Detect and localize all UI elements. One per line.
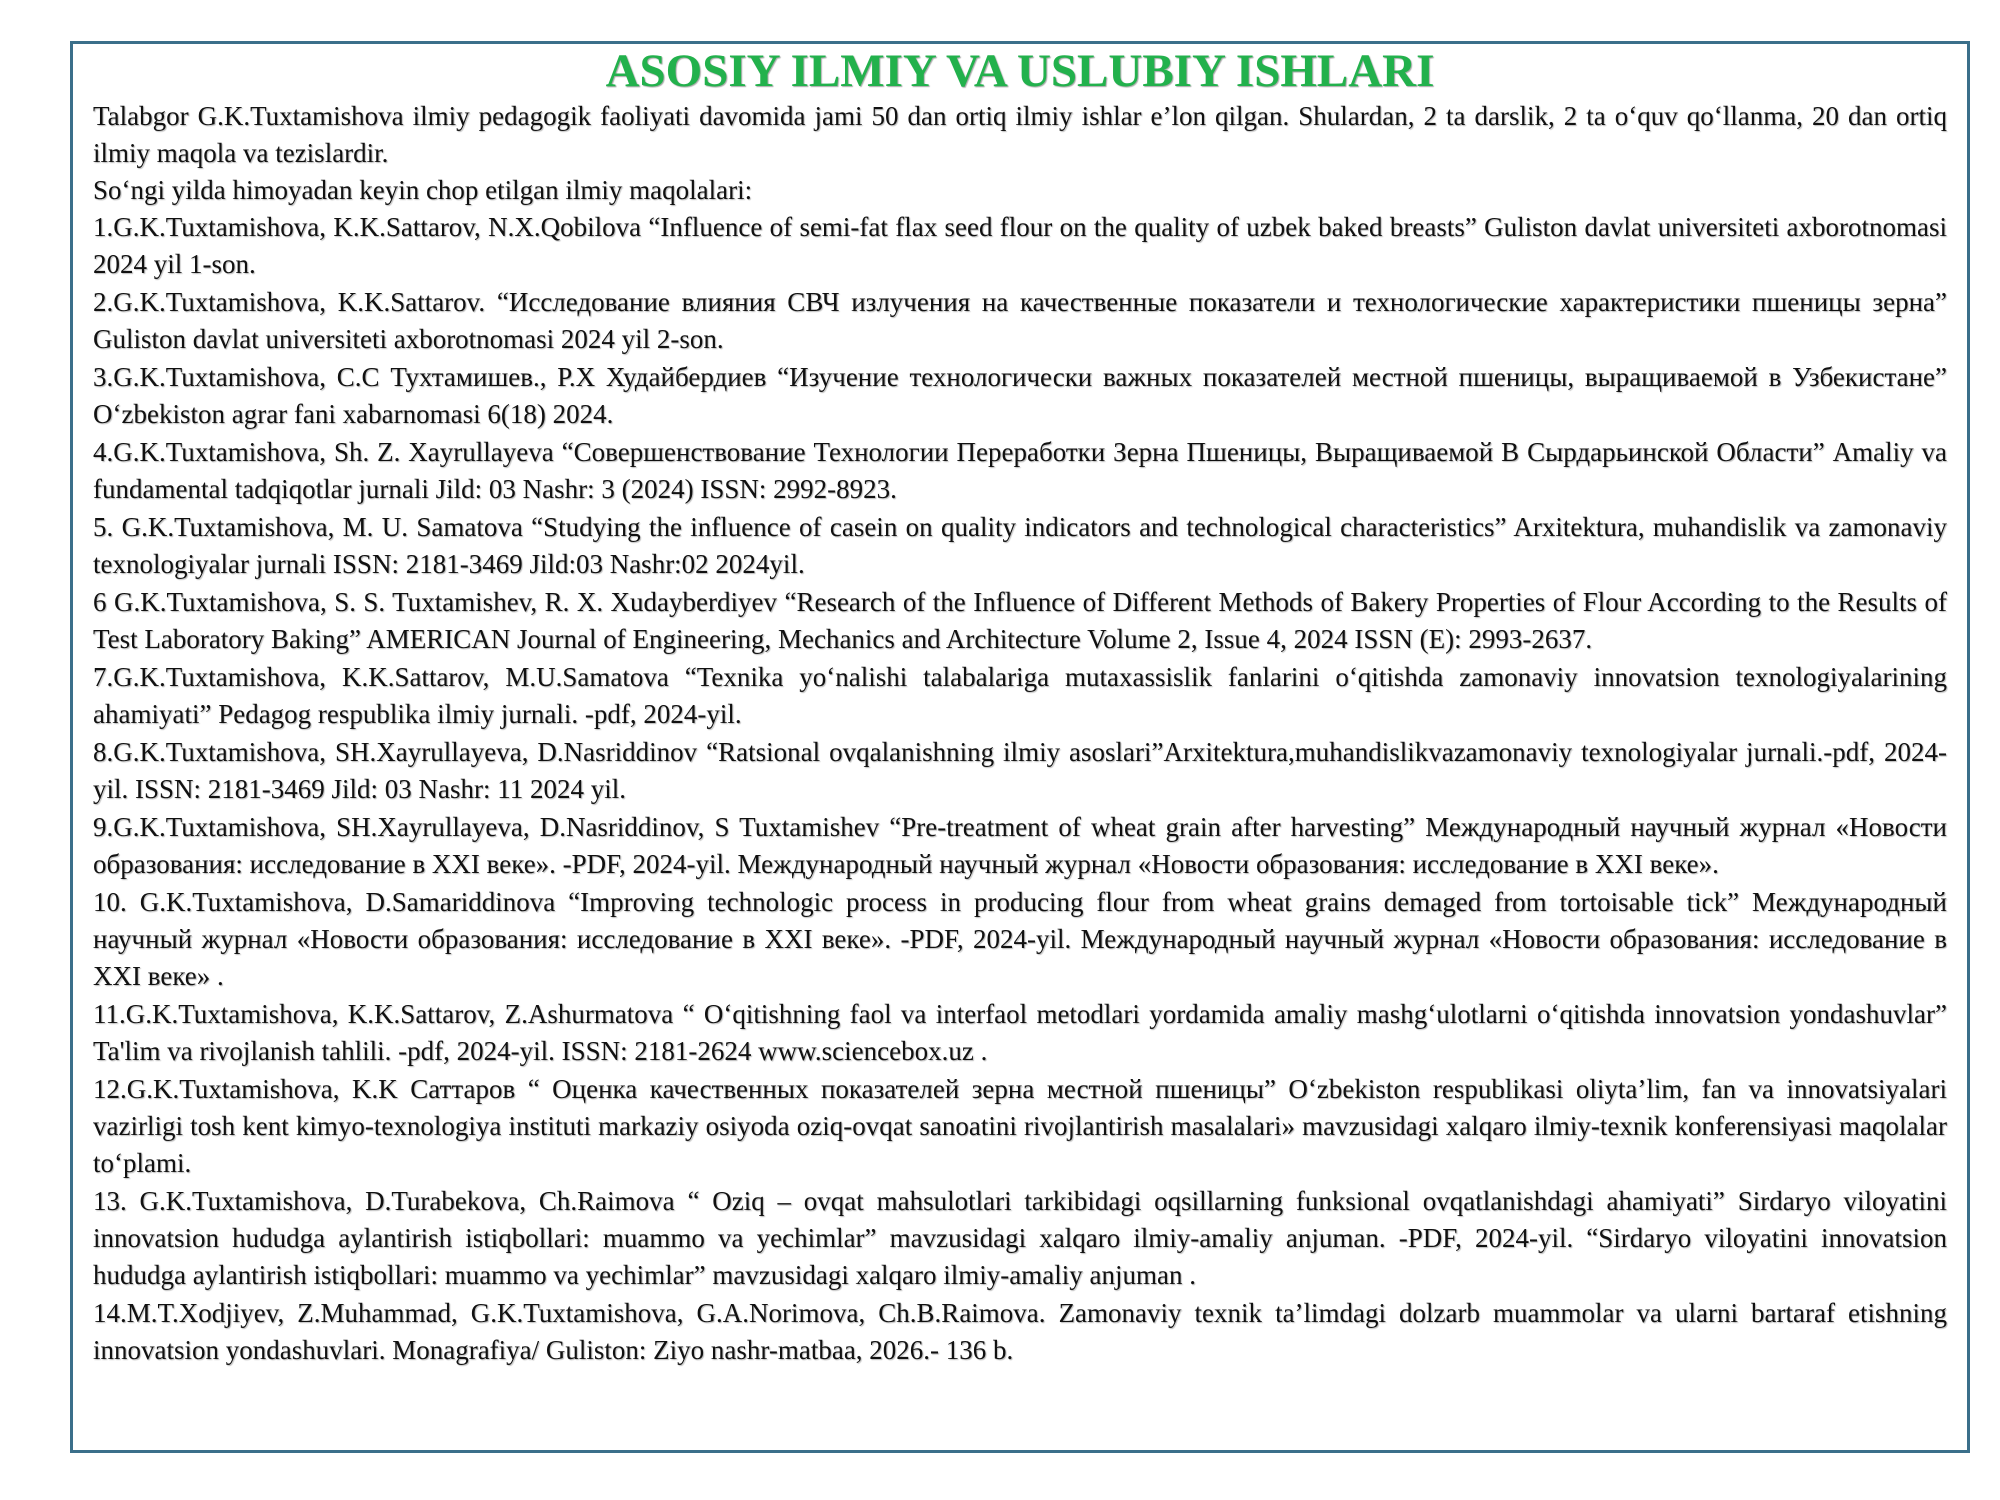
publication-entry-10: 10. G.K.Tuxtamishova, D.Samariddinova “Improving technologic process in producing flour from wheat grains demaged from tortoisable tick” Международный научный журнал «Новости образования: исследование в XXI веке». -PDF, 2024-yil. Международный научный журнал «Новости образования: исследование в XXI веке» .	[93, 887, 1947, 991]
publication-entry-1: 1.G.K.Tuxtamishova, K.K.Sattarov, N.X.Qobilova “Influence of semi-fat flax seed flour on the quality of uzbek baked breasts” Guliston davlat universiteti axborotnomasi 2024 yil 1-son.	[93, 212, 1947, 279]
document-frame	[70, 41, 1970, 1453]
publication-entry-5: 5. G.K.Tuxtamishova, M. U. Samatova “Studying the influence of casein on quality indicators and technological characteristics” Arxitektura, muhandislik va zamonaviy texnologiyalar jurnali ISSN: 2181-3469 Jild:03 Nashr:02 2024yil.	[93, 512, 1947, 579]
publication-entry-7: 7.G.K.Tuxtamishova, K.K.Sattarov, M.U.Samatova “Texnika yo‘nalishi talabalariga mutaxassislik fanlarini o‘qitishda zamonaviy innovatsion texnologiyalarining ahamiyati” Pedagog respublika ilmiy jurnali. -pdf, 2024-yil.	[93, 662, 1947, 729]
publication-entry-6: 6 G.K.Tuxtamishova, S. S. Tuxtamishev, R. X. Xudayberdiyev “Research of the Influence of Different Methods of Bakery Properties of Flour According to the Results of Test Laboratory Baking” AMERICAN Journal of Engineering, Mechanics and Architecture Volume 2, Issue 4, 2024 ISSN (E): 2993-2637.	[93, 587, 1947, 654]
publication-entry-2: 2.G.K.Tuxtamishova, K.K.Sattarov. “Исследование влияния СВЧ излучения на качественные показатели и технологические характеристики пшеницы зерна” Guliston davlat universiteti axborotnomasi 2024 yil 2-son.	[93, 287, 1947, 354]
publications-subheading: So‘ngi yilda himoyadan keyin chop etilgan ilmiy maqolalari:	[93, 175, 753, 205]
publication-entry-14: 14.M.T.Xodjiyev, Z.Muhammad, G.K.Tuxtamishova, G.A.Norimova, Ch.B.Raimova. Zamonaviy texnik ta’limdagi dolzarb muammolar va ularni bartaraf etishning innovatsion yondashuvlari. Monagrafiya/ Guliston: Ziyo nashr-matbaa, 2026.- 136 b.	[93, 1298, 1947, 1365]
document-body	[93, 98, 1947, 1370]
publication-entry-11: 11.G.K.Tuxtamishova, K.K.Sattarov, Z.Ashurmatova “ O‘qitishning faol va interfaol metodlari yordamida amaliy mashg‘ulotlarni o‘qitishda innovatsion yondashuvlar” Ta'lim va rivojlanish tahlili. -pdf, 2024-yil. ISSN: 2181-2624 www.sciencebox.uz .	[93, 999, 1947, 1066]
publication-entry-9: 9.G.K.Tuxtamishova, SH.Xayrullayeva, D.Nasriddinov, S Tuxtamishev “Pre-treatment of wheat grain after harvesting” Международный научный журнал «Новости образования: исследование в XXI веке». -PDF, 2024-yil. Международный научный журнал «Новости образования: исследование в XXI веке».	[93, 812, 1947, 879]
publication-entry-4: 4.G.K.Tuxtamishova, Sh. Z. Xayrullayeva “Совершенствование Технологии Переработки Зерна Пшеницы, Выращиваемой В Сырдарьинской Области” Amaliy va fundamental tadqiqotlar jurnali Jild: 03 Nashr: 3 (2024) ISSN: 2992-8923.	[93, 437, 1947, 504]
publication-entry-8: 8.G.K.Tuxtamishova, SH.Xayrullayeva, D.Nasriddinov “Ratsional ovqalanishning ilmiy asoslari”Arxitektura,muhandislikvazamonaviy texnologiyalar jurnali.-pdf, 2024-yil. ISSN: 2181-3469 Jild: 03 Nashr: 11 2024 yil.	[93, 737, 1947, 804]
intro-paragraph: Talabgor G.K.Tuxtamishova ilmiy pedagogik faoliyati davomida jami 50 dan ortiq ilmiy ishlar e’lon qilgan. Shulardan, 2 ta darslik, 2 ta o‘quv qo‘llanma, 20 dan ortiq ilmiy maqola va tezislardir.	[93, 101, 1947, 168]
publication-entry-3: 3.G.K.Tuxtamishova, С.С Тухтамишев., Р.Х Худайбердиев “Изучение технологически важных показателей местной пшеницы, выращиваемой в Узбекистане” O‘zbekiston agrar fani xabarnomasi 6(18) 2024.	[93, 362, 1947, 429]
publication-entry-13: 13. G.K.Tuxtamishova, D.Turabekova, Ch.Raimova “ Oziq – ovqat mahsulotlari tarkibidagi oqsillarning funksional ovqatlanishdagi ahamiyati” Sirdaryo viloyatini innovatsion hududga aylantirish istiqbollari: muammo va yechimlar” mavzusidagi xalqaro ilmiy-amaliy anjuman. -PDF, 2024-yil. “Sirdaryo viloyatini innovatsion hududga aylantirish istiqbollari: muammo va yechimlar” mavzusidagi xalqaro ilmiy-amaliy anjuman .	[93, 1186, 1947, 1290]
publication-entry-12: 12.G.K.Tuxtamishova, K.K Саттаров “ Оценка качественных показателей зерна местной пшеницы” O‘zbekiston respublikasi oliyta’lim, fan va innovatsiyalari vazirligi tosh kent kimyo-texnologiya instituti markaziy osiyoda oziq-ovqat sanoatini rivojlantirish masalalari» mavzusidagi xalqaro ilmiy-texnik konferensiyasi maqolalar to‘plami.	[93, 1074, 1947, 1178]
page-title: ASOSIY ILMIY VA USLUBIY ISHLARI	[605, 45, 1435, 97]
